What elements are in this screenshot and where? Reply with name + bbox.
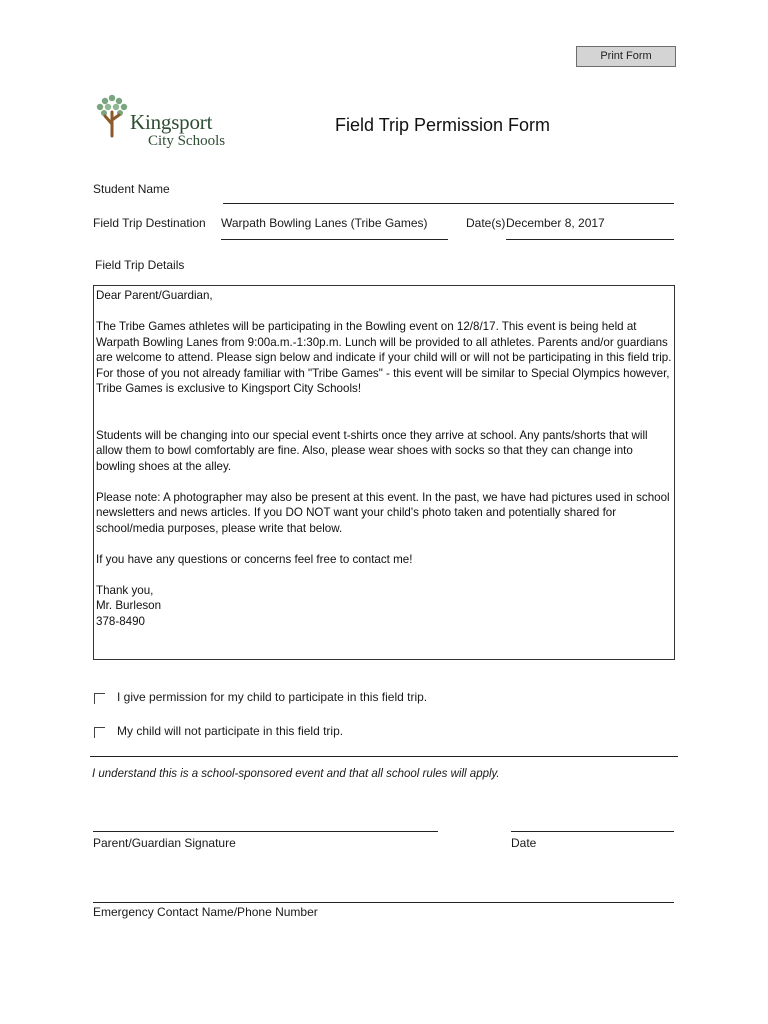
details-greeting: Dear Parent/Guardian, [96, 289, 213, 302]
student-name-label: Student Name [93, 182, 170, 196]
page-title: Field Trip Permission Form [335, 115, 551, 135]
details-teacher-name: Mr. Burleson [96, 599, 162, 612]
details-label: Field Trip Details [95, 258, 185, 272]
date-label: Date [511, 836, 537, 850]
emergency-contact-label: Emergency Contact Name/Phone Number [93, 905, 318, 919]
signature-label: Parent/Guardian Signature [93, 836, 236, 850]
details-paragraph-1: The Tribe Games athletes will be participating in the Bowling event on 12/8/17. This event is being held at Warpath Bowling Lanes from 9:00a.m.-1:30p.m. Lunch will be provided to all athletes. Parents and/or guardians are welcome to attend. Please sign below and indicate if your child will or will not be participating in this field trip. For those of you not already familiar with "Tribe Games" - this event will be similar to Special Olympics however, Tribe Games is exclusive to Kingsport City Schools! [96, 320, 672, 395]
permission-checkbox[interactable] [94, 693, 105, 704]
destination-underline [221, 239, 448, 240]
emergency-contact-line[interactable] [93, 902, 674, 903]
separator-line [90, 756, 678, 757]
details-teacher-phone: 378-8490 [96, 614, 145, 628]
student-name-underline [223, 203, 674, 204]
destination-field[interactable]: Warpath Bowling Lanes (Tribe Games) [221, 216, 428, 230]
details-paragraph-2: Students will be changing into our special event t-shirts once they arrive at school. Any pants/shorts that will allow them to bowl comfortably are fine. Also, please wear shoes with socks so that they can change into bowling shoes at the alley. [96, 428, 648, 473]
dates-label: Date(s) [466, 216, 506, 230]
permission-checkbox-label: I give permission for my child to participate in this field trip. [117, 690, 428, 704]
destination-label: Field Trip Destination [93, 216, 206, 230]
no-participation-checkbox[interactable] [94, 727, 105, 738]
acknowledgement-text: I understand this is a school-sponsored event and that all school rules will apply. [92, 768, 500, 780]
logo-subtitle: City Schools [148, 133, 226, 149]
details-textarea[interactable] [93, 285, 675, 660]
print-form-button[interactable]: Print Form [576, 46, 676, 67]
school-logo [90, 90, 240, 156]
details-closing: Thank you, [96, 583, 154, 597]
tree-logo-icon [96, 94, 128, 138]
dates-field[interactable]: December 8, 2017 [506, 216, 605, 230]
dates-underline [506, 239, 674, 240]
signature-line[interactable] [93, 831, 438, 832]
date-line[interactable] [511, 831, 674, 832]
details-paragraph-3: Please note: A photographer may also be present at this event. In the past, we have had pictures used in school newsletters and news articles. If you DO NOT want your child's photo taken and potentially shared for school/media purposes, please write that below. [96, 490, 670, 535]
no-participation-checkbox-label: My child will not participate in this field trip. [117, 724, 344, 738]
details-paragraph-4: If you have any questions or concerns feel free to contact me! [96, 552, 413, 566]
logo-name: Kingsport [130, 110, 213, 134]
